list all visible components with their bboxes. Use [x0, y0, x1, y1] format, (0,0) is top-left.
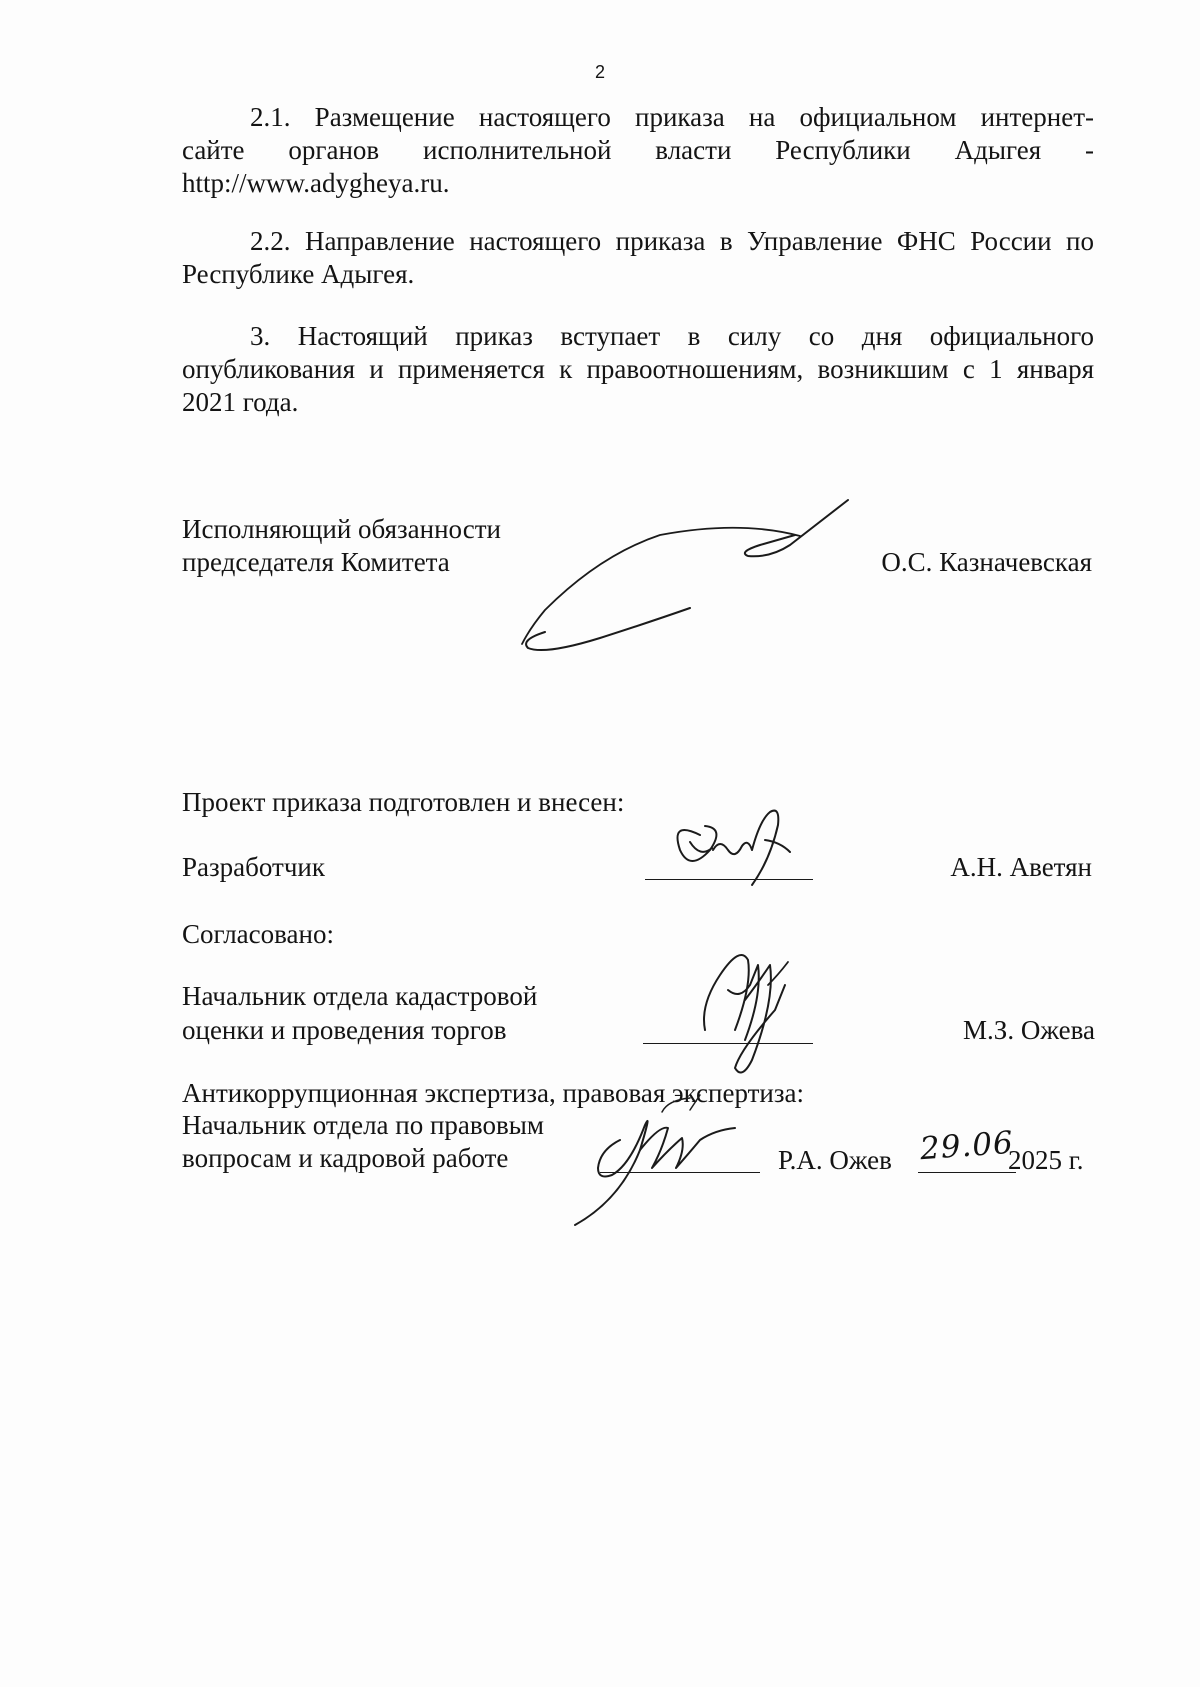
legal-head-name: Р.А. Ожев [778, 1145, 892, 1175]
head-cadastral-title-line-1: Начальник отдела кадастровой [182, 981, 538, 1011]
approvals-heading: Проект приказа подготовлен и внесен: [182, 787, 625, 817]
legal-head-title-line-1: Начальник отдела по правовым [182, 1110, 544, 1140]
head-cadastral-title-line-2: оценки и проведения торгов [182, 1015, 507, 1045]
paragraph-2-1-line-1: 2.1. Размещение настоящего приказа на официальном интернет- [250, 102, 1094, 132]
signatory-name: О.С. Казначевская [881, 547, 1092, 577]
paragraph-2-1-line-2: сайте органов исполнительной власти Республики Адыгея - [182, 135, 1094, 165]
signatory-title-line-1: Исполняющий обязанности [182, 514, 501, 544]
date-handwritten: 29.06 [918, 1124, 1015, 1168]
signatory-title-line-2: председателя Комитета [182, 547, 450, 577]
expertise-label: Антикоррупционная экспертиза, правовая экспертиза: [182, 1078, 805, 1108]
paragraph-2-2: 2.2. Направление настоящего приказа в Управление ФНС России по Республике Адыгея. [182, 226, 1094, 289]
developer-name: А.Н. Аветян [950, 852, 1092, 882]
date-year-suffix: 2025 г. [1008, 1145, 1084, 1175]
paragraph-2-1-line-3: http://www.adygheya.ru. [182, 168, 450, 198]
legal-head-title-line-2: вопросам и кадровой работе [182, 1143, 509, 1173]
developer-role: Разработчик [182, 852, 325, 882]
agreed-label: Согласовано: [182, 919, 334, 949]
paragraph-3: 3. Настоящий приказ вступает в силу со дня официального опубликования и применяется к правоотношениям, возникшим с 1 января 2021 года. [182, 321, 1094, 417]
page-number: 2 [594, 62, 605, 82]
head-cadastral-name: М.З. Ожева [963, 1015, 1095, 1045]
